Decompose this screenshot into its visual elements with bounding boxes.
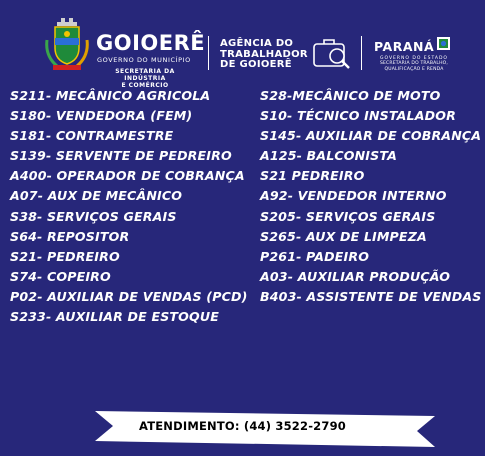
- job-item: S265- AUX DE LIMPEZA: [260, 228, 427, 244]
- job-item: S205- SERVIÇOS GERAIS: [260, 208, 436, 224]
- state-line: QUALIFICAÇÃO E RENDA: [384, 66, 444, 72]
- job-item: P261- PADEIRO: [260, 248, 370, 264]
- header-divider: [208, 36, 209, 70]
- city-name: GOIOERÊ: [96, 31, 206, 55]
- secretariat-line: SECRETARIA DA INDÚSTRIA: [115, 68, 175, 82]
- header: [0, 0, 485, 89]
- header-divider: [361, 36, 362, 70]
- job-item: S21- PEDREIRO: [10, 248, 120, 264]
- agency-line: AGÊNCIA DO: [220, 38, 294, 49]
- job-item: S139- SERVENTE DE PEDREIRO: [10, 148, 232, 164]
- job-item: A400- OPERADOR DE COBRANÇA: [10, 168, 245, 184]
- state-line: SECRETARIA DO TRABALHO,: [379, 61, 449, 67]
- state-line: GOVERNO DO ESTADO: [380, 56, 448, 61]
- state-emblem-icon: [437, 37, 450, 50]
- job-item: B403- ASSISTENTE DE VENDAS: [260, 288, 482, 304]
- agency-line: TRABALHADOR: [220, 48, 308, 60]
- job-item: A92- VENDEDOR INTERNO: [260, 188, 447, 204]
- job-item: S21 PEDREIRO: [260, 168, 365, 184]
- job-item: S211- MECÂNICO AGRICOLA: [10, 88, 211, 103]
- job-item: A125- BALCONISTA: [260, 148, 398, 164]
- job-item: S38- SERVIÇOS GERAIS: [10, 208, 177, 224]
- city-subtitle: GOVERNO DO MUNICÍPIO: [97, 56, 191, 64]
- job-item: S10- TÉCNICO INSTALADOR: [260, 108, 456, 124]
- city-crest-icon: [45, 18, 89, 72]
- job-item: A03- AUXILIAR PRODUÇÃO: [260, 268, 451, 284]
- job-item: S64- REPOSITOR: [10, 228, 130, 244]
- job-list-right: [260, 86, 482, 307]
- job-list-left: [10, 86, 247, 327]
- job-item: S233- AUXILIAR DE ESTOQUE: [10, 309, 220, 325]
- agency-name: [220, 39, 308, 71]
- job-item: S145- AUXILIAR DE COBRANÇA: [260, 128, 482, 144]
- secretariat-line: E COMÉRCIO: [121, 81, 169, 89]
- job-item: S180- VENDEDORA (FEM): [10, 108, 193, 124]
- agency-line: DE GOIOERÊ: [220, 59, 292, 70]
- state-department: [378, 56, 450, 72]
- state-name: PARANÁ: [374, 39, 435, 54]
- job-item: S181- CONTRAMESTRE: [10, 128, 174, 144]
- job-item: S74- COPEIRO: [10, 268, 111, 284]
- contact-phone: ATENDIMENTO: (44) 3522-2790: [138, 419, 346, 433]
- briefcase-magnifier-icon: [312, 36, 352, 72]
- job-item: A07- AUX DE MECÂNICO: [10, 188, 183, 204]
- job-item: S28-MECÂNICO DE MOTO: [260, 88, 441, 103]
- job-item: P02- AUXILIAR DE VENDAS (PCD): [10, 288, 248, 304]
